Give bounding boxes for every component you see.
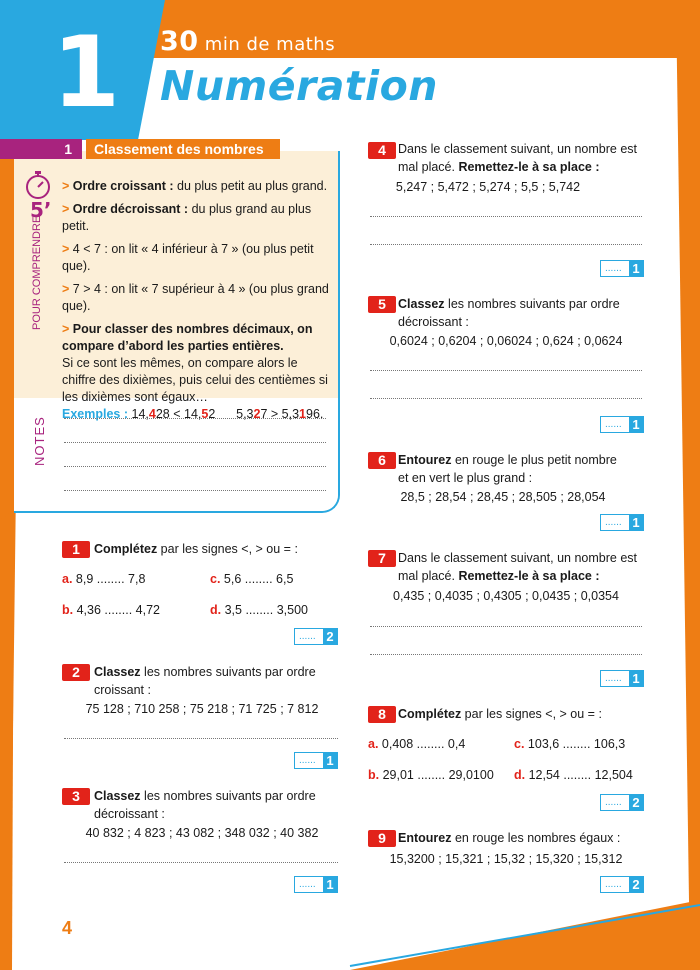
- exercise-9-instruction: Entourez en rouge les nombres égaux :: [398, 831, 621, 845]
- exercise-3-numbers: 40 832 ; 4 823 ; 43 082 ; 348 032 ; 40 382: [85, 826, 319, 840]
- notes-line[interactable]: [64, 466, 326, 467]
- exercise-6-score-box[interactable]: ...... 1: [600, 514, 644, 531]
- examples-label: Exemples :: [62, 407, 129, 421]
- exercise-8-instruction: Complétez par les signes <, > ou = :: [398, 707, 602, 721]
- exercise-2-instruction: Classez les nombres suivants par ordre croissant :: [94, 665, 316, 697]
- time-label: 5’: [30, 198, 52, 222]
- exercise-7-numbers: 0,435 ; 0,4035 ; 0,4305 ; 0,0435 ; 0,0354: [393, 589, 619, 603]
- lesson-header: [0, 139, 280, 159]
- exercise-5-score-box[interactable]: ...... 1: [600, 416, 644, 433]
- exercise-6-number: 6: [368, 452, 396, 469]
- lesson-point-5: > Pour classer des nombres décimaux, on compare d’abord les parties entières. Si ce sont les mêmes, on compare alors le chiffre des dixièmes, puis celui des centièmes si les dixièmes sont égaux… Exemples : 14,428 < 14,52 5,327 > 5,3196.: [62, 322, 328, 421]
- example-1: 14,428 < 14,52: [131, 407, 216, 421]
- exercise-9-numbers: 15,3200 ; 15,321 ; 15,32 ; 15,320 ; 15,312: [389, 852, 623, 866]
- stopwatch-icon: [24, 170, 52, 200]
- exercise-7-answer-line[interactable]: [370, 654, 642, 655]
- exercise-8-number: 8: [368, 706, 396, 723]
- exercise-9-number: 9: [368, 830, 396, 847]
- exercise-1-item-b[interactable]: b. 4,36 ........ 4,72: [62, 603, 160, 617]
- arrow-icon: >: [62, 282, 73, 296]
- page-number: 4: [62, 918, 73, 938]
- exercise-6-numbers: 28,5 ; 28,54 ; 28,45 ; 28,505 ; 28,054: [400, 490, 606, 504]
- exercise-3-score-box[interactable]: ...... 1: [294, 876, 338, 893]
- lesson-number: 1: [0, 139, 82, 159]
- exercise-4-numbers: 5,247 ; 5,472 ; 5,274 ; 5,5 ; 5,742: [395, 180, 581, 194]
- arrow-icon: >: [62, 179, 73, 193]
- example-2: 5,327 > 5,3196.: [236, 407, 324, 421]
- exercise-7-answer-line[interactable]: [370, 626, 642, 627]
- exercise-7-number: 7: [368, 550, 396, 567]
- arrow-icon: >: [62, 202, 73, 216]
- exercise-5-numbers: 0,6024 ; 0,6204 ; 0,06024 ; 0,624 ; 0,0624: [389, 334, 623, 348]
- exercise-6-instruction: Entourez en rouge le plus petit nombre et en vert le plus grand :: [398, 453, 617, 485]
- exercise-2-numbers: 75 128 ; 710 258 ; 75 218 ; 71 725 ; 7 812: [85, 702, 319, 716]
- exercise-1-item-d[interactable]: d. 3,5 ........ 3,500: [210, 603, 308, 617]
- exercise-3-number: 3: [62, 788, 90, 805]
- exercise-4-instruction: Dans le classement suivant, un nombre est mal placé. Remettez-le à sa place :: [398, 142, 638, 174]
- exercise-3-instruction: Classez les nombres suivants par ordre décroissant :: [94, 789, 316, 821]
- chapter-title: Numération: [160, 62, 438, 110]
- exercise-2-score-box[interactable]: ...... 1: [294, 752, 338, 769]
- notes-label: NOTES: [32, 416, 47, 466]
- orange-bottom-left: [0, 510, 14, 970]
- exercise-4-number: 4: [368, 142, 396, 159]
- arrow-icon: >: [62, 242, 73, 256]
- exercise-9-score-box[interactable]: ...... 2: [600, 876, 644, 893]
- lesson-title: Classement des nombres: [86, 139, 280, 159]
- exercise-5-answer-line[interactable]: [370, 398, 642, 399]
- exercise-5-instruction: Classez les nombres suivants par ordre décroissant :: [398, 297, 620, 329]
- exercise-7-score-box[interactable]: ...... 1: [600, 670, 644, 687]
- orange-band-right: [676, 0, 700, 970]
- exercise-8-item-a[interactable]: a. 0,408 ........ 0,4: [368, 737, 466, 751]
- exercise-7-instruction: Dans le classement suivant, un nombre est mal placé. Remettez-le à sa place :: [398, 551, 638, 583]
- lesson-point-3: > 4 < 7 : on lit « 4 inférieur à 7 » (ou plus petit que).: [62, 242, 314, 273]
- lesson-text: [62, 178, 334, 429]
- exercise-1-instruction: Complétez par les signes <, > ou = :: [94, 542, 298, 556]
- exercise-5-answer-line[interactable]: [370, 370, 642, 371]
- exercise-4-answer-line[interactable]: [370, 244, 642, 245]
- lesson-point-2: > Ordre décroissant : du plus grand au plus petit.: [62, 202, 312, 233]
- series-label: [160, 26, 335, 57]
- exercise-4-answer-line[interactable]: [370, 216, 642, 217]
- exercise-8-item-c[interactable]: c. 103,6 ........ 106,3: [514, 737, 626, 751]
- exercise-8-score-box[interactable]: ...... 2: [600, 794, 644, 811]
- exercise-1-score-box[interactable]: ...... 2: [294, 628, 338, 645]
- exercise-8-item-d[interactable]: d. 12,54 ........ 12,504: [514, 768, 633, 782]
- notes-line[interactable]: [64, 490, 326, 491]
- exercise-2-answer-line[interactable]: [64, 738, 338, 739]
- arrow-icon: >: [62, 322, 73, 336]
- notes-line[interactable]: [64, 418, 326, 419]
- exercise-2-number: 2: [62, 664, 90, 681]
- exercise-1-item-a[interactable]: a. 8,9 ........ 7,8: [62, 572, 146, 586]
- lesson-point-1: > Ordre croissant : du plus petit au plus grand.: [62, 179, 328, 193]
- chapter-number: 1: [52, 16, 121, 130]
- exercise-8-item-b[interactable]: b. 29,01 ........ 29,0100: [368, 768, 494, 782]
- series-number: 30: [160, 26, 199, 57]
- exercise-1-number: 1: [62, 541, 90, 558]
- notes-line[interactable]: [64, 442, 326, 443]
- exercise-3-answer-line[interactable]: [64, 862, 338, 863]
- lesson-point-4: > 7 > 4 : on lit « 7 supérieur à 4 » (ou plus grand que).: [62, 282, 329, 313]
- exercise-5-number: 5: [368, 296, 396, 313]
- exercise-1-item-c[interactable]: c. 5,6 ........ 6,5: [210, 572, 294, 586]
- series-text: min de maths: [198, 34, 336, 55]
- pour-comprendre-label: POUR COMPRENDRE: [31, 215, 43, 330]
- exercise-4-score-box[interactable]: ...... 1: [600, 260, 644, 277]
